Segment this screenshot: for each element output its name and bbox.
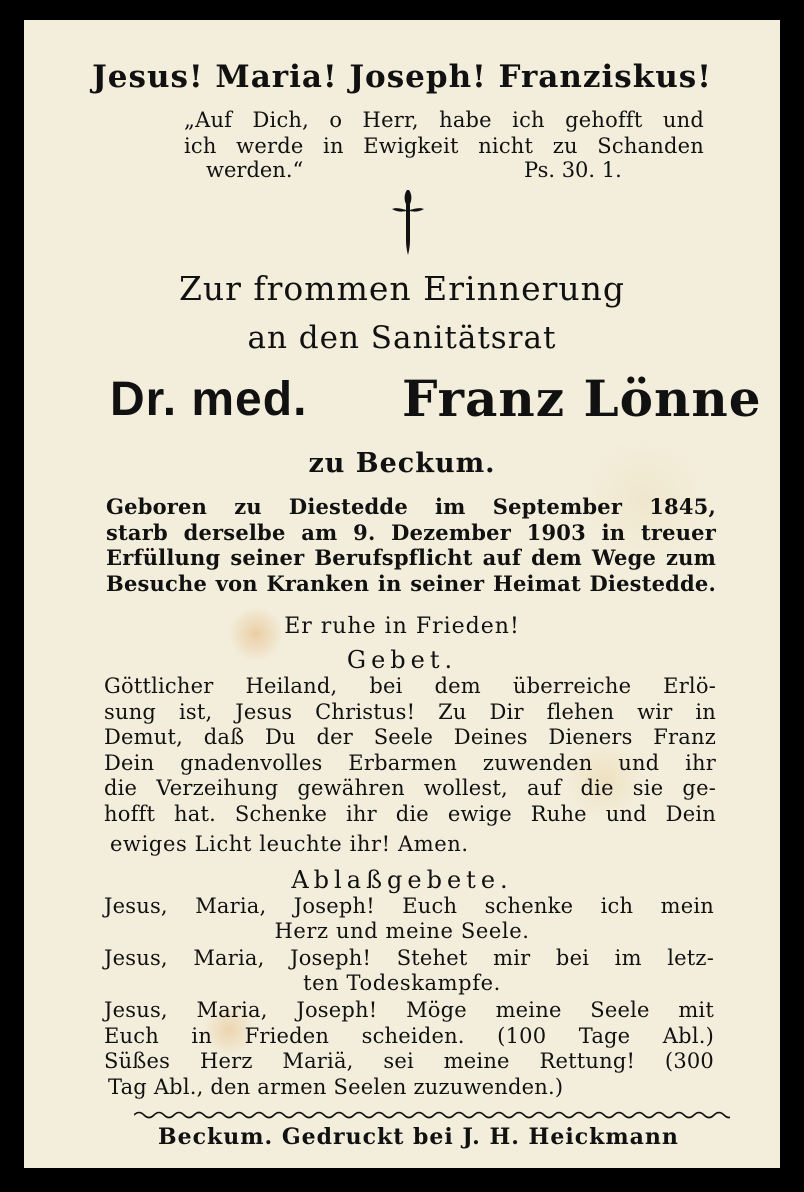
- indulgence-line: Tag Abl., den armen Seelen zuzuwenden.): [108, 1074, 564, 1099]
- indulgence-line: Jesus, Maria, Joseph! Stehet mir bei im letz-: [104, 946, 714, 970]
- biography-line: Erfüllung seiner Berufspflicht auf dem Wege zum: [106, 545, 716, 571]
- indulgence-line: Jesus, Maria, Joseph! Euch schenke ich mein: [104, 894, 714, 918]
- prayer-line: ewiges Licht leuchte ihr! Amen.: [110, 832, 469, 856]
- psalm-line: werden.“: [206, 158, 304, 182]
- place-line: zu Beckum.: [308, 448, 496, 479]
- prayer-block: [104, 674, 716, 828]
- indulgence-line: Herz und meine Seele.: [274, 919, 530, 943]
- indulgence-line: Süßes Herz Mariä, sei meine Rettung! (300: [104, 1049, 714, 1074]
- prayer-line: hofft hat. Schenke ihr die ewige Ruhe und Dein: [104, 801, 716, 826]
- indulgence-heading: Ablaßgebete.: [291, 866, 513, 894]
- prayer-line: Dein gnadenvolles Erbarmen zuwenden und ihr: [104, 750, 716, 775]
- indulgence-block-2: [104, 946, 714, 972]
- wavy-divider: [134, 1110, 730, 1120]
- psalm-line: ich werde in Ewigkeit nicht zu Schanden: [184, 133, 704, 158]
- printer-imprint: Beckum. Gedruckt bei J. H. Heickmann: [158, 1124, 679, 1150]
- biography-line: starb derselbe am 9. Dezember 1903 in treuer: [106, 519, 716, 545]
- prayer-heading: Gebet.: [346, 646, 458, 674]
- name-title: Dr. med.: [110, 373, 308, 426]
- prayer-line: die Verzeihung gewähren wollest, auf die sie ge-: [104, 776, 716, 801]
- prayer-line: sung ist, Jesus Christus! Zu Dir flehen wir in: [104, 699, 716, 724]
- indulgence-block-1: [104, 894, 714, 920]
- memorial-line-1: Zur frommen Erinnerung: [178, 269, 626, 308]
- psalm-line: „Auf Dich, o Herr, habe ich gehofft und: [184, 108, 704, 132]
- rest-in-peace: Er ruhe in Frieden!: [284, 614, 520, 639]
- cross-icon: [389, 188, 429, 258]
- indulgence-line: Euch in Frieden scheiden. (100 Tage Abl.): [104, 1023, 714, 1048]
- memorial-line-2: an den Sanitätsrat: [247, 320, 557, 356]
- invocation-heading: Jesus! Maria! Joseph! Franziskus!: [92, 59, 712, 95]
- indulgence-line: Jesus, Maria, Joseph! Möge meine Seele mit: [104, 998, 714, 1022]
- psalm-reference: Ps. 30. 1.: [524, 158, 622, 182]
- indulgence-block-3: [104, 998, 714, 1100]
- prayer-line: Demut, daß Du der Seele Deines Dieners Franz: [104, 725, 716, 750]
- biography-block: [106, 494, 716, 596]
- memorial-card: [24, 20, 780, 1168]
- psalm-quote: [184, 108, 704, 159]
- prayer-line: Göttlicher Heiland, bei dem überreiche Erlö-: [104, 674, 716, 698]
- biography-line: Besuche von Kranken in seiner Heimat Diestedde.: [106, 570, 716, 596]
- indulgence-line: ten Todeskampfe.: [303, 971, 501, 995]
- deceased-name: Franz Lönne: [402, 369, 762, 428]
- biography-line: Geboren zu Diestedde im September 1845,: [106, 494, 716, 519]
